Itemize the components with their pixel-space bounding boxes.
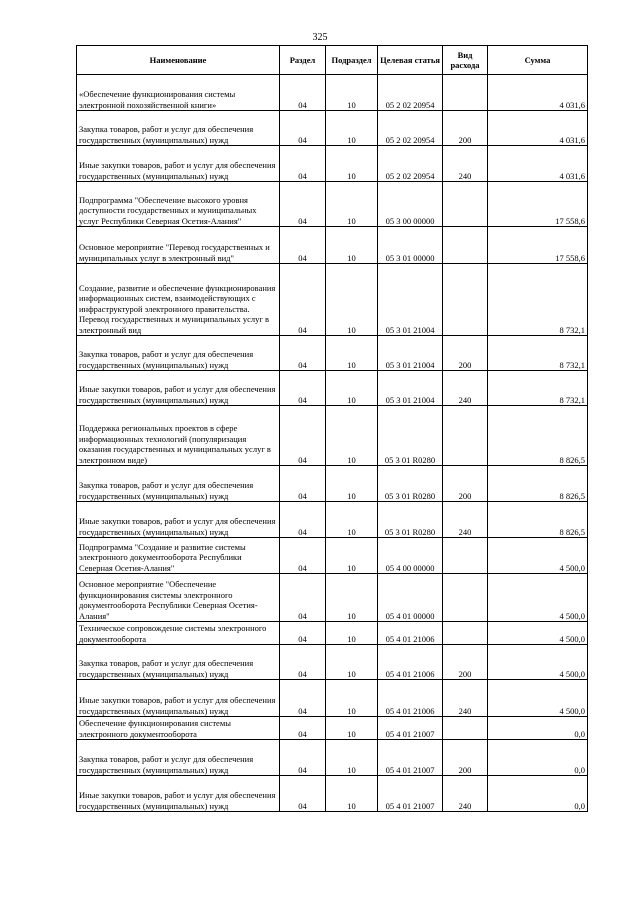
row-expense-type [443, 717, 488, 740]
row-target: 05 4 01 21006 [378, 680, 443, 717]
row-section: 04 [280, 111, 326, 146]
row-target: 05 4 01 00000 [378, 574, 443, 622]
row-name: Закупка товаров, работ и услуг для обеспечения государственных (муниципальных) нужд [77, 645, 280, 680]
row-target: 05 2 02 20954 [378, 146, 443, 182]
row-amount: 0,0 [488, 776, 588, 812]
row-amount: 8 826,5 [488, 502, 588, 538]
row-target: 05 3 00 00000 [378, 182, 443, 227]
table-row [77, 111, 588, 146]
table-row [77, 502, 588, 538]
row-subsection: 10 [326, 146, 378, 182]
row-section: 04 [280, 264, 326, 336]
table-row [77, 75, 588, 111]
row-expense-type [443, 264, 488, 336]
row-expense-type [443, 622, 488, 645]
row-amount: 17 558,6 [488, 182, 588, 227]
row-amount: 4 500,0 [488, 680, 588, 717]
row-section: 04 [280, 740, 326, 776]
row-target: 05 2 02 20954 [378, 111, 443, 146]
row-target: 05 3 01 21004 [378, 371, 443, 406]
row-name: Основное мероприятие "Перевод государственных и муниципальных услуг в электронный вид" [77, 227, 280, 264]
row-name: Иные закупки товаров, работ и услуг для обеспечения государственных (муниципальных) нужд [77, 502, 280, 538]
row-amount: 8 826,5 [488, 406, 588, 466]
table-row [77, 538, 588, 574]
header-amount: Сумма [488, 46, 588, 75]
header-section: Раздел [280, 46, 326, 75]
row-expense-type: 200 [443, 111, 488, 146]
row-target: 05 3 01 00000 [378, 227, 443, 264]
row-amount: 4 500,0 [488, 622, 588, 645]
row-expense-type: 200 [443, 336, 488, 371]
page-number: 325 [312, 32, 328, 43]
row-subsection: 10 [326, 680, 378, 717]
row-name: Иные закупки товаров, работ и услуг для обеспечения государственных (муниципальных) нужд [77, 776, 280, 812]
row-section: 04 [280, 622, 326, 645]
row-expense-type: 240 [443, 680, 488, 717]
row-subsection: 10 [326, 371, 378, 406]
row-section: 04 [280, 371, 326, 406]
row-expense-type [443, 574, 488, 622]
table-row [77, 717, 588, 740]
row-subsection: 10 [326, 574, 378, 622]
row-expense-type: 200 [443, 466, 488, 502]
row-amount: 8 732,1 [488, 336, 588, 371]
table-row [77, 336, 588, 371]
row-section: 04 [280, 645, 326, 680]
table-row [77, 146, 588, 182]
table-row [77, 264, 588, 336]
row-name: Закупка товаров, работ и услуг для обеспечения государственных (муниципальных) нужд [77, 740, 280, 776]
row-name: Иные закупки товаров, работ и услуг для обеспечения государственных (муниципальных) нужд [77, 146, 280, 182]
row-section: 04 [280, 538, 326, 574]
row-expense-type: 200 [443, 645, 488, 680]
row-target: 05 4 01 21007 [378, 717, 443, 740]
row-subsection: 10 [326, 717, 378, 740]
row-subsection: 10 [326, 502, 378, 538]
row-section: 04 [280, 406, 326, 466]
row-section: 04 [280, 680, 326, 717]
budget-table [76, 45, 588, 812]
table-row [77, 740, 588, 776]
row-target: 05 4 01 21007 [378, 740, 443, 776]
row-name: Создание, развитие и обеспечение функционирования информационных систем, взаимодействующих с инфраструктурой электронного правительства. Перевод государственных и муниципальных услуг в электронный вид [77, 264, 280, 336]
row-section: 04 [280, 502, 326, 538]
row-amount: 4 500,0 [488, 574, 588, 622]
row-section: 04 [280, 466, 326, 502]
row-name: Иные закупки товаров, работ и услуг для обеспечения государственных (муниципальных) нужд [77, 680, 280, 717]
row-expense-type [443, 75, 488, 111]
row-expense-type: 240 [443, 371, 488, 406]
row-target: 05 4 01 21006 [378, 622, 443, 645]
header-subsection: Подраздел [326, 46, 378, 75]
row-subsection: 10 [326, 406, 378, 466]
row-section: 04 [280, 182, 326, 227]
row-expense-type: 240 [443, 146, 488, 182]
row-subsection: 10 [326, 182, 378, 227]
row-amount: 8 732,1 [488, 264, 588, 336]
row-target: 05 3 01 21004 [378, 264, 443, 336]
row-name: «Обеспечение функционирования системы электронной похозяйственной книги» [77, 75, 280, 111]
row-name: Закупка товаров, работ и услуг для обеспечения государственных (муниципальных) нужд [77, 466, 280, 502]
row-expense-type: 240 [443, 776, 488, 812]
row-amount: 17 558,6 [488, 227, 588, 264]
table-row [77, 466, 588, 502]
row-section: 04 [280, 717, 326, 740]
row-subsection: 10 [326, 645, 378, 680]
row-amount: 4 031,6 [488, 111, 588, 146]
row-name: Закупка товаров, работ и услуг для обеспечения государственных (муниципальных) нужд [77, 111, 280, 146]
row-section: 04 [280, 574, 326, 622]
row-subsection: 10 [326, 75, 378, 111]
row-section: 04 [280, 776, 326, 812]
row-name: Основное мероприятие "Обеспечение функционирования системы электронного документооборота Республики Северная Осетия-Алания" [77, 574, 280, 622]
row-name: Иные закупки товаров, работ и услуг для обеспечения государственных (муниципальных) нужд [77, 371, 280, 406]
row-amount: 8 732,1 [488, 371, 588, 406]
row-target: 05 4 00 00000 [378, 538, 443, 574]
row-section: 04 [280, 146, 326, 182]
row-name: Поддержка региональных проектов в сфере информационных технологий (популяризация оказания государственных и муниципальных услуг в электронном виде) [77, 406, 280, 466]
row-amount: 4 031,6 [488, 75, 588, 111]
row-subsection: 10 [326, 227, 378, 264]
table-row [77, 371, 588, 406]
row-name: Подпрограмма "Обеспечение высокого уровня доступности государственных и муниципальных услуг Республики Северная Осетия-Алания" [77, 182, 280, 227]
row-amount: 4 500,0 [488, 645, 588, 680]
row-expense-type [443, 182, 488, 227]
row-subsection: 10 [326, 776, 378, 812]
row-subsection: 10 [326, 466, 378, 502]
row-target: 05 4 01 21006 [378, 645, 443, 680]
row-name: Закупка товаров, работ и услуг для обеспечения государственных (муниципальных) нужд [77, 336, 280, 371]
row-amount: 0,0 [488, 740, 588, 776]
header-target: Целевая статья [378, 46, 443, 75]
row-target: 05 3 01 R0280 [378, 406, 443, 466]
row-amount: 4 031,6 [488, 146, 588, 182]
row-target: 05 4 01 21007 [378, 776, 443, 812]
row-name: Подпрограмма "Создание и развитие системы электронного документооборота Республики Северная Осетия-Алания" [77, 538, 280, 574]
row-expense-type [443, 227, 488, 264]
table-row [77, 680, 588, 717]
header-row [77, 46, 588, 75]
table-row [77, 776, 588, 812]
row-target: 05 2 02 20954 [378, 75, 443, 111]
table-row [77, 574, 588, 622]
row-subsection: 10 [326, 622, 378, 645]
row-expense-type [443, 538, 488, 574]
table-row [77, 622, 588, 645]
row-expense-type: 240 [443, 502, 488, 538]
row-subsection: 10 [326, 538, 378, 574]
row-target: 05 3 01 R0280 [378, 502, 443, 538]
header-expense-type: Вид расхода [443, 46, 488, 75]
row-subsection: 10 [326, 336, 378, 371]
header-name: Наименование [77, 46, 280, 75]
row-target: 05 3 01 21004 [378, 336, 443, 371]
row-subsection: 10 [326, 740, 378, 776]
table-row [77, 227, 588, 264]
table-row [77, 645, 588, 680]
row-amount: 0,0 [488, 717, 588, 740]
row-expense-type: 200 [443, 740, 488, 776]
row-subsection: 10 [326, 264, 378, 336]
row-section: 04 [280, 75, 326, 111]
row-subsection: 10 [326, 111, 378, 146]
row-section: 04 [280, 227, 326, 264]
row-amount: 8 826,5 [488, 466, 588, 502]
table-row [77, 182, 588, 227]
table-row [77, 406, 588, 466]
row-amount: 4 500,0 [488, 538, 588, 574]
row-expense-type [443, 406, 488, 466]
row-section: 04 [280, 336, 326, 371]
row-name: Обеспечение функционирования системы электронного документооборота [77, 717, 280, 740]
row-target: 05 3 01 R0280 [378, 466, 443, 502]
row-name: Техническое сопровождение системы электронного документооборота [77, 622, 280, 645]
